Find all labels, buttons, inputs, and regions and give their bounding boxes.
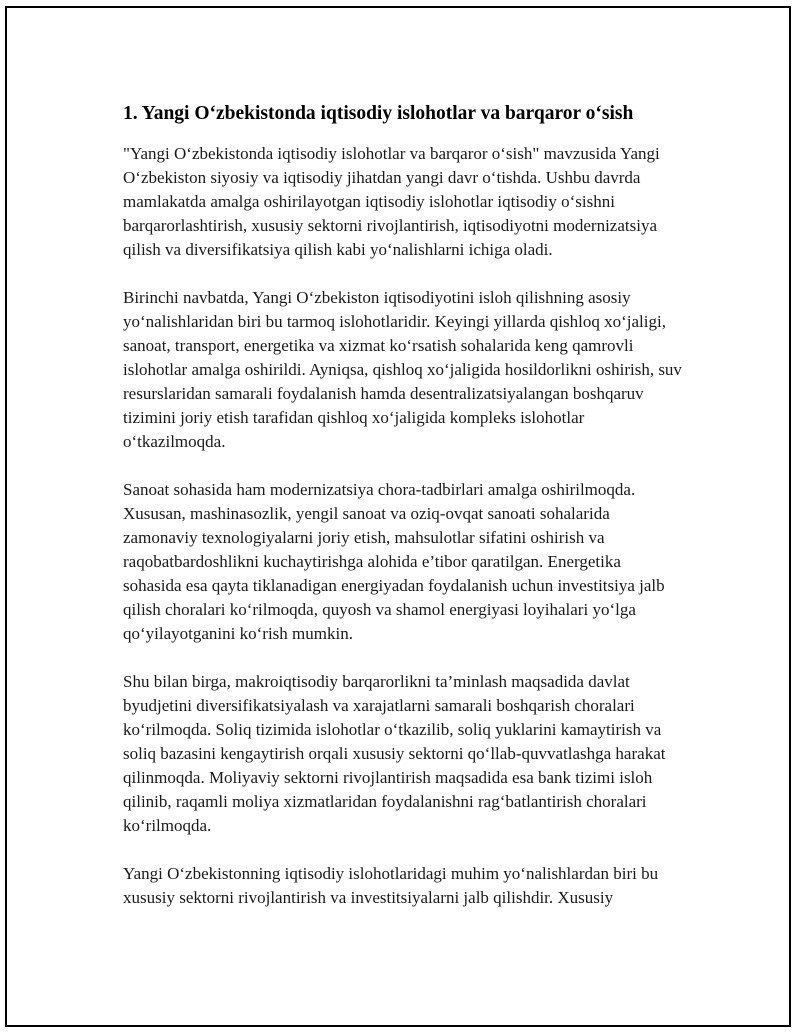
paragraph: Sanoat sohasida ham modernizatsiya chora-tadbirlari amalga oshirilmoqda. Xususan, mashinasozlik, yengil sanoat va oziq-ovqat sanoati sohalarida zamonaviy texnologiyalarni joriy etish, mahsulotlar sifatini oshirish va raqobatbardoshlikni kuchaytirishga alohida e’tibor qaratilgan. Energetika sohasida esa qayta tiklanadigan energiyadan foydalanish uchun investitsiya jalb qilish choralari ko‘rilmoqda, quyosh va shamol energiyasi loyihalari yo‘lga qo‘yilayotganini ko‘rish mumkin. xyxy=(123,480,665,643)
document-body xyxy=(123,100,683,934)
section-heading: 1. Yangi O‘zbekistonda iqtisodiy islohotlar va barqaror o‘sish xyxy=(123,103,634,124)
paragraph: "Yangi O‘zbekistonda iqtisodiy islohotlar va barqaror o‘sish" mavzusida Yangi O‘zbekiston siyosiy va iqtisodiy jihatdan yangi davr o‘tishda. Ushbu davrda mamlakatda amalga oshirilayotgan iqtisodiy islohotlar iqtisodiy o‘sishni barqarorlashtirish, xususiy sektorni rivojlantirish, iqtisodiyotni modernizatsiya qilish va diversifikatsiya qilish kabi yo‘nalishlarni ichiga oladi. xyxy=(123,144,660,259)
page-frame xyxy=(5,6,791,1027)
paragraph: Birinchi navbatda, Yangi O‘zbekiston iqtisodiyotini isloh qilishning asosiy yo‘nalishlaridan biri bu tarmoq islohotlaridir. Keyingi yillarda qishloq xo‘jaligi, sanoat, transport, energetika va xizmat ko‘rsatish sohalarida keng qamrovli islohotlar amalga oshirildi. Ayniqsa, qishloq xo‘jaligida hosildorlikni oshirish, suv resurslaridan samarali foydalanish hamda desentralizatsiyalangan boshqaruv tizimini joriy etish tarafidan qishloq xo‘jaligida kompleks islohotlar o‘tkazilmoqda. xyxy=(123,288,682,451)
paragraph: Shu bilan birga, makroiqtisodiy barqarorlikni ta’minlash maqsadida davlat byudjetini diversifikatsiyalash va xarajatlarni samarali boshqarish choralari ko‘rilmoqda. Soliq tizimida islohotlar o‘tkazilib, soliq yuklarini kamaytirish va soliq bazasini kengaytirish orqali xususiy sektorni qo‘llab-quvvatlashga harakat qilinmoqda. Moliyaviy sektorni rivojlantirish maqsadida esa bank tizimi isloh qilinib, raqamli moliya xizmatlaridan foydalanishni rag‘batlantirish choralari ko‘rilmoqda. xyxy=(123,672,666,835)
paragraph: Yangi O‘zbekistonning iqtisodiy islohotlaridagi muhim yo‘nalishlardan biri bu xususiy sektorni rivojlantirish va investitsiyalarni jalb qilishdir. Xususiy xyxy=(123,864,659,907)
